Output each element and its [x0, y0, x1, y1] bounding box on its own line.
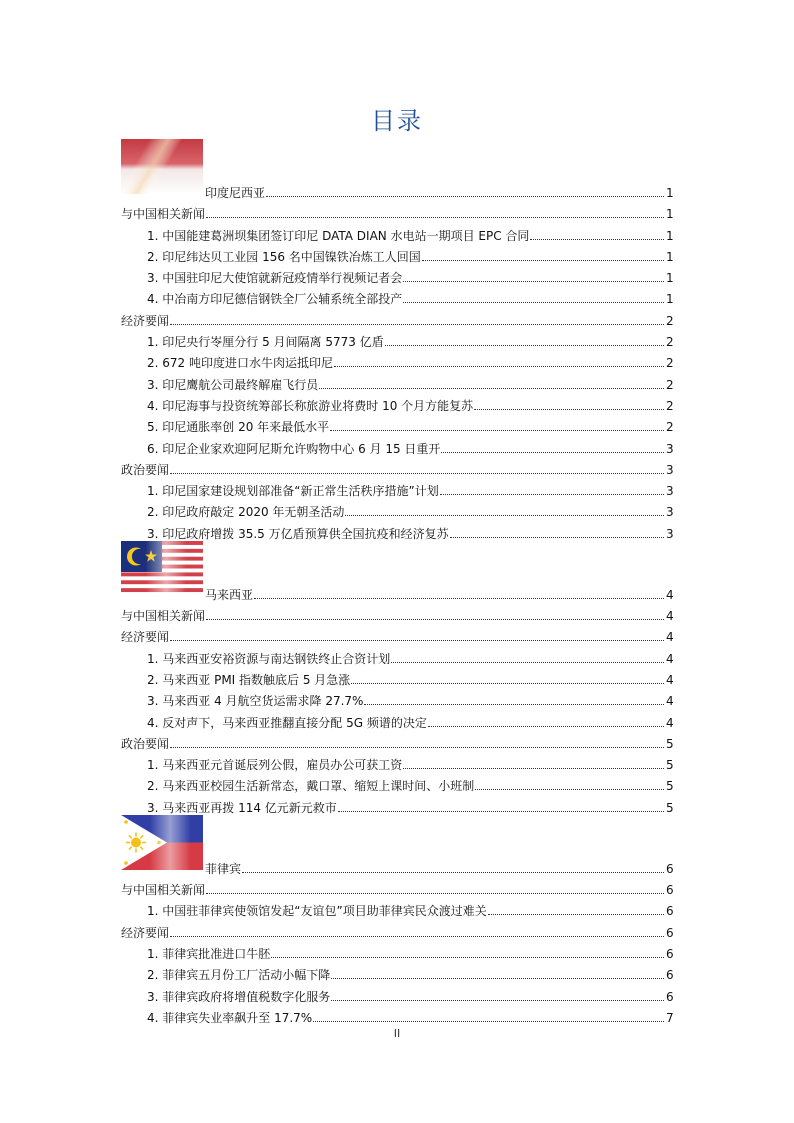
- toc-entry-label: 1. 中国驻菲律宾使领馆发起“友谊包”项目助菲律宾民众渡过难关: [147, 904, 487, 919]
- toc-entry-label: 4. 反对声下，马来西亚推翻直接分配 5G 频谱的决定: [147, 715, 427, 730]
- toc-entry-label: 2. 马来西亚 PMI 指数触底后 5 月急涨: [147, 672, 351, 687]
- toc-item[interactable]: [121, 772, 673, 793]
- toc-entry-label: 5. 印尼通胀率创 20 年来最低水平: [147, 420, 330, 435]
- toc-page-number: 2: [666, 377, 674, 392]
- toc-item[interactable]: [121, 285, 673, 306]
- dot-leader: [403, 301, 664, 303]
- toc-section-heading[interactable]: [121, 306, 673, 327]
- toc-entry-label: 3. 马来西亚 4 月航空货运需求降 27.7%: [147, 694, 364, 709]
- toc-section-heading[interactable]: [121, 876, 673, 897]
- toc-entry-label: 1. 马来西亚安裕资源与南达钢铁终止合资计划: [147, 651, 391, 666]
- toc-entry-label: 3. 印尼鹰航公司最终解雇飞行员: [147, 377, 319, 392]
- toc-page-number: 2: [666, 313, 674, 328]
- toc-entry-label: 印度尼西亚: [205, 186, 266, 200]
- toc-country-entry[interactable]: [121, 855, 673, 876]
- dot-leader: [266, 195, 664, 197]
- toc-page-number: 2: [666, 398, 674, 413]
- toc-entry-label: 4. 菲律宾失业率飙升至 17.7%: [147, 1010, 313, 1025]
- dot-leader: [334, 365, 664, 367]
- toc-item[interactable]: [121, 477, 673, 498]
- dot-leader: [170, 323, 664, 325]
- dot-leader: [450, 536, 664, 538]
- toc-entry-label: 2. 马来西亚校园生活新常态，戴口罩、缩短上课时间、小班制: [147, 779, 475, 794]
- toc-entry-label: 6. 印尼企业家欢迎阿尼斯允许购物中心 6 月 15 日重开: [147, 441, 441, 456]
- toc-entry-label: 经济要闻: [121, 313, 170, 328]
- dot-leader: [391, 661, 664, 663]
- toc-page-number: 5: [666, 758, 674, 773]
- toc-page-number: 5: [666, 779, 674, 794]
- dot-leader: [170, 746, 664, 748]
- toc-item[interactable]: [121, 961, 673, 982]
- toc-page-number: 6: [666, 904, 674, 919]
- toc-page-number: 7: [666, 1010, 674, 1025]
- dot-leader: [206, 618, 664, 620]
- dot-leader: [170, 472, 664, 474]
- dot-leader: [271, 956, 664, 958]
- dot-leader: [441, 451, 664, 453]
- toc-item[interactable]: [121, 897, 673, 918]
- dot-leader: [422, 259, 664, 261]
- dot-leader: [206, 892, 664, 894]
- toc-page-number: 3: [666, 505, 674, 520]
- page-number: II: [393, 1027, 401, 1040]
- toc-entry-label: 1. 中国能建葛洲坝集团签订印尼 DATA DIAN 水电站一期项目 EPC 合同: [147, 228, 530, 243]
- dot-leader: [403, 767, 664, 769]
- toc-entry-label: 菲律宾: [205, 861, 242, 876]
- dot-leader: [242, 871, 664, 873]
- toc-section-heading[interactable]: [121, 456, 673, 477]
- toc-page-number: 2: [666, 420, 674, 435]
- toc-entry-label: 马来西亚: [205, 587, 254, 602]
- dot-leader: [338, 810, 664, 812]
- toc-section-heading[interactable]: [121, 918, 673, 939]
- toc-page-number: 3: [666, 526, 674, 541]
- dot-leader: [345, 514, 664, 516]
- dot-leader: [170, 639, 664, 641]
- toc-item[interactable]: [121, 370, 673, 391]
- toc-page-number: 4: [666, 630, 674, 645]
- dot-leader: [170, 935, 664, 937]
- toc-page-number: 1: [666, 186, 674, 200]
- toc-page-number: 6: [666, 989, 674, 1004]
- toc-item[interactable]: [121, 413, 673, 434]
- toc-item[interactable]: [121, 708, 673, 729]
- toc-item[interactable]: [121, 982, 673, 1003]
- toc-country-entry[interactable]: [121, 179, 673, 200]
- toc-page-number: 5: [666, 736, 674, 751]
- dot-leader: [351, 682, 664, 684]
- dot-leader: [330, 429, 664, 431]
- dot-leader: [475, 788, 664, 790]
- toc-page-number: 6: [666, 968, 674, 983]
- toc-section-heading[interactable]: [121, 730, 673, 751]
- dot-leader: [474, 408, 664, 410]
- dot-leader: [331, 999, 664, 1001]
- toc-entry-label: 3. 印尼政府增拨 35.5 万亿盾预算供全国抗疫和经济复苏: [147, 526, 449, 541]
- toc-page-number: 1: [666, 228, 674, 243]
- toc-page-number: 3: [666, 484, 674, 499]
- toc-section-heading[interactable]: [121, 623, 673, 644]
- table-of-contents: [121, 139, 673, 1025]
- toc-item[interactable]: [121, 328, 673, 349]
- indonesia-flag: [121, 139, 203, 194]
- toc-entry-label: 4. 印尼海事与投资统筹部长称旅游业将费时 10 个月方能复苏: [147, 398, 474, 413]
- toc-entry-label: 与中国相关新闻: [121, 883, 206, 898]
- toc-item[interactable]: [121, 751, 673, 772]
- toc-page-number: 4: [666, 672, 674, 687]
- toc-country-entry[interactable]: [121, 581, 673, 602]
- dot-leader: [440, 493, 664, 495]
- toc-entry-label: 经济要闻: [121, 925, 170, 940]
- toc-entry-label: 1. 马来西亚元首诞辰列公假，雇员办公可获工资: [147, 758, 403, 773]
- toc-entry-label: 1. 印尼国家建设规划部准备“新正常生活秩序措施”计划: [147, 484, 439, 499]
- toc-page-number: 3: [666, 462, 674, 477]
- dot-leader: [428, 725, 664, 727]
- toc-page-number: 2: [666, 356, 674, 371]
- toc-item[interactable]: [121, 221, 673, 242]
- toc-item[interactable]: [121, 392, 673, 413]
- toc-entry-label: 4. 中冶南方印尼德信钢铁全厂公辅系统全部投产: [147, 292, 403, 307]
- toc-entry-label: 与中国相关新闻: [121, 207, 206, 222]
- toc-page-number: 2: [666, 335, 674, 350]
- toc-entry-label: 1. 印尼央行岺厘分行 5 月间隔离 5773 亿盾: [147, 335, 384, 350]
- toc-entry-label: 经济要闻: [121, 630, 170, 645]
- toc-page-number: 4: [666, 694, 674, 709]
- philippines-flag: [121, 815, 203, 870]
- dot-leader: [364, 703, 664, 705]
- toc-item[interactable]: [121, 793, 673, 814]
- toc-page-number: 6: [666, 946, 674, 961]
- dot-leader: [206, 216, 664, 218]
- toc-entry-label: 3. 中国驻印尼大使馆就新冠疫情举行视频记者会: [147, 271, 403, 286]
- toc-item[interactable]: [121, 940, 673, 961]
- toc-entry-label: 2. 菲律宾五月份工厂活动小幅下降: [147, 968, 331, 983]
- toc-item[interactable]: [121, 498, 673, 519]
- toc-item[interactable]: [121, 264, 673, 285]
- toc-page-number: 3: [666, 441, 674, 456]
- malaysia-flag: [121, 541, 203, 596]
- toc-entry-label: 3. 菲律宾政府将增值税数字化服务: [147, 989, 331, 1004]
- dot-leader: [319, 387, 664, 389]
- toc-section-heading[interactable]: [121, 200, 673, 221]
- toc-item[interactable]: [121, 687, 673, 708]
- toc-page-number: 4: [666, 715, 674, 730]
- toc-item[interactable]: [121, 434, 673, 455]
- toc-page-number: 4: [666, 651, 674, 666]
- toc-entry-label: 1. 菲律宾批准进口牛胚: [147, 946, 271, 961]
- toc-item[interactable]: [121, 519, 673, 540]
- toc-item[interactable]: [121, 349, 673, 370]
- toc-entry-label: 政治要闻: [121, 736, 170, 751]
- dot-leader: [313, 1020, 664, 1022]
- toc-page-number: 6: [666, 883, 674, 898]
- toc-entry-label: 与中国相关新闻: [121, 609, 206, 624]
- toc-entry-label: 2. 印尼纬达贝工业园 156 名中国镍铁冶炼工人回国: [147, 249, 421, 264]
- toc-page-number: 6: [666, 925, 674, 940]
- dot-leader: [403, 280, 664, 282]
- toc-page-number: 4: [666, 587, 674, 602]
- toc-page-number: 1: [666, 207, 674, 222]
- page-title: 目录: [371, 107, 423, 135]
- toc-page-number: 1: [666, 292, 674, 307]
- toc-entry-label: 2. 印尼政府敲定 2020 年无朝圣活动: [147, 505, 345, 520]
- dot-leader: [385, 344, 664, 346]
- toc-entry-label: 政治要闻: [121, 462, 170, 477]
- dot-leader: [488, 913, 664, 915]
- toc-item[interactable]: [121, 1004, 673, 1025]
- dot-leader: [254, 597, 664, 599]
- toc-page-number: 4: [666, 609, 674, 624]
- toc-item[interactable]: [121, 243, 673, 264]
- toc-item[interactable]: [121, 666, 673, 687]
- toc-page-number: 5: [666, 800, 674, 815]
- toc-entry-label: 3. 马来西亚再拨 114 亿元新元救市: [147, 800, 337, 815]
- dot-leader: [331, 977, 664, 979]
- toc-entry-label: 2. 672 吨印度进口水牛肉运抵印尼: [147, 356, 333, 371]
- toc-page-number: 1: [666, 271, 674, 286]
- toc-page-number: 6: [666, 861, 674, 876]
- toc-section-heading[interactable]: [121, 602, 673, 623]
- toc-item[interactable]: [121, 644, 673, 665]
- dot-leader: [530, 238, 664, 240]
- toc-page-number: 1: [666, 249, 674, 264]
